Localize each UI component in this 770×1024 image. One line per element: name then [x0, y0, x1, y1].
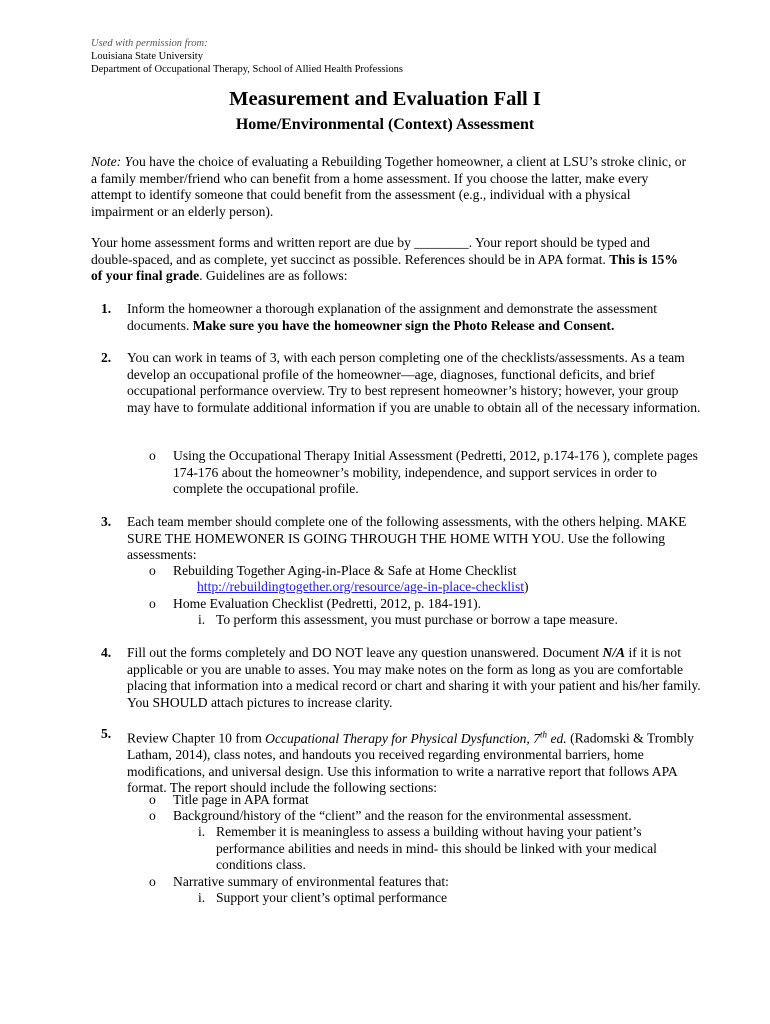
subpoint-text: Home Evaluation Checklist (Pedretti, 2012, p. 184-191).: [173, 596, 482, 611]
grade-weight: This is 15% of your final grade: [91, 251, 678, 284]
bullet-marker: o: [149, 874, 156, 889]
guideline-item-3: [91, 514, 701, 564]
item-5-roman-point-2: [198, 890, 678, 907]
item-text: Inform the homeowner a thorough explanation of the assignment and demonstrate the assessment documents.: [127, 301, 658, 333]
item-text: Fill out the forms completely and DO NOT leave any question unanswered. Document: [127, 645, 603, 660]
item-emphasis: Make sure you have the homeowner sign the Photo Release and Consent.: [192, 317, 615, 333]
permission-note: Used with permission from:: [91, 38, 208, 49]
bullet-marker: o: [149, 448, 156, 463]
roman-text: Support your client’s optimal performance: [216, 890, 448, 905]
book-name: Occupational Therapy for Physical Dysfunction, 7: [265, 730, 541, 746]
item-number: 4.: [101, 645, 112, 660]
link-close-paren: ): [524, 579, 529, 594]
item-text-cont: (Radomski & Trombly Latham, 2014), class notes, and handouts you received regarding environmental barriers, home modifications, and universal design. Use this information to write a narrative report that follows APA format. The report should include the following sections:: [127, 730, 694, 796]
due-paragraph: [91, 235, 691, 285]
roman-text: To perform this assessment, you must purchase or borrow a tape measure.: [216, 612, 618, 627]
item-number: 3.: [101, 514, 112, 529]
item-text: Review Chapter 10 from: [127, 730, 266, 746]
roman-marker: i.: [198, 824, 206, 839]
item-text-cont: if it is not applicable or you are unable to asses. You may make notes on the form as long as you are comfortable placing that information into a medical record or chart and sharing it with your patient and his/her family. You SHOULD attach pictures to increase clarity.: [127, 645, 701, 710]
item-number: 2.: [101, 350, 112, 365]
subpoint-text: Title page in APA format: [173, 792, 309, 807]
note-text: ou have the choice of evaluating a Rebuilding Together homeowner, a client at LSU’s stroke clinic, or a family member/friend who can benefit from a home assessment. If you choose the latter, make every attempt to identify someone that could benefit from the assessment (e.g., individual with a physical impairment or an elderly person).: [91, 154, 687, 219]
item-5-subpoint-2: [149, 808, 699, 825]
item-5-subpoint-3: [149, 874, 699, 891]
document-subtitle: Home/Environmental (Context) Assessment: [235, 116, 535, 133]
university-name: Louisiana State University: [91, 51, 203, 62]
roman-text: Remember it is meaningless to assess a building without having your patient’s performance abilities and needs in mind- this should be linked with your medical conditions class.: [216, 824, 657, 873]
guideline-item-4: [91, 645, 701, 711]
due-text: Your home assessment forms and written report are due by ________. Your report should be typed and double-spaced, and as complete, yet succinct as possible. References should be in APA format.: [91, 235, 650, 267]
na-term: N/A: [602, 645, 626, 660]
bullet-marker: o: [149, 563, 156, 578]
item-number: 1.: [101, 301, 112, 316]
bullet-marker: o: [149, 596, 156, 611]
note-label: Note: Y: [91, 154, 133, 169]
subpoint-text: Background/history of the “client” and the reason for the environmental assessment.: [173, 808, 632, 823]
item-text: You can work in teams of 3, with each person completing one of the checklists/assessments. As a team develop an occupational profile of the homeowner—age, diagnoses, functional deficits, and brief occupational performance overview. Try to best represent homeowner’s history; however, your group may have to formulate additional information if you are unable to obtain all of the necessary information.: [127, 350, 701, 415]
due-text-end: . Guidelines are as follows:: [199, 268, 348, 284]
subpoint-text: Rebuilding Together Aging-in-Place & Safe at Home Checklist: [173, 563, 517, 578]
bullet-marker: o: [149, 792, 156, 807]
bullet-marker: o: [149, 808, 156, 823]
edition-label: ed.: [547, 730, 567, 746]
item-5-subpoint-1: [149, 792, 699, 809]
item-text: Each team member should complete one of the following assessments, with the others helping. MAKE SURE THE HOMEWONER IS GOING THROUGH THE HOME WITH YOU. Use the following assessments:: [127, 514, 687, 563]
book-title: [265, 731, 567, 746]
item-3-subpoint-2: [149, 596, 699, 613]
department-name: Department of Occupational Therapy, School of Allied Health Professions: [91, 64, 404, 75]
permission-header: [91, 37, 403, 76]
guideline-item-2: [91, 350, 701, 416]
checklist-link[interactable]: http://rebuildingtogether.org/resource/age-in-place-checklist: [197, 579, 525, 594]
item-5-roman-point-1: [198, 824, 678, 874]
guideline-item-1: [91, 301, 701, 334]
item-3-subpoint-1: [149, 563, 699, 580]
note-paragraph: [91, 154, 691, 220]
item-2-subpoint: [149, 448, 699, 498]
subpoint-text: Using the Occupational Therapy Initial Assessment (Pedretti, 2012, p.174-176 ), complete pages 174-176 about the homeowner’s mobility, independence, and support services in order to complete the occupational profile.: [173, 448, 698, 497]
roman-marker: i.: [198, 612, 206, 627]
guideline-item-5: [91, 726, 701, 797]
roman-marker: i.: [198, 890, 206, 905]
document-title: Measurement and Evaluation Fall I: [229, 88, 541, 110]
item-number: 5.: [101, 726, 112, 741]
subpoint-text: Narrative summary of environmental features that:: [173, 874, 449, 889]
checklist-link-line: [149, 579, 699, 596]
item-3-roman-point: [198, 612, 698, 629]
edition-sup: th: [540, 729, 548, 739]
